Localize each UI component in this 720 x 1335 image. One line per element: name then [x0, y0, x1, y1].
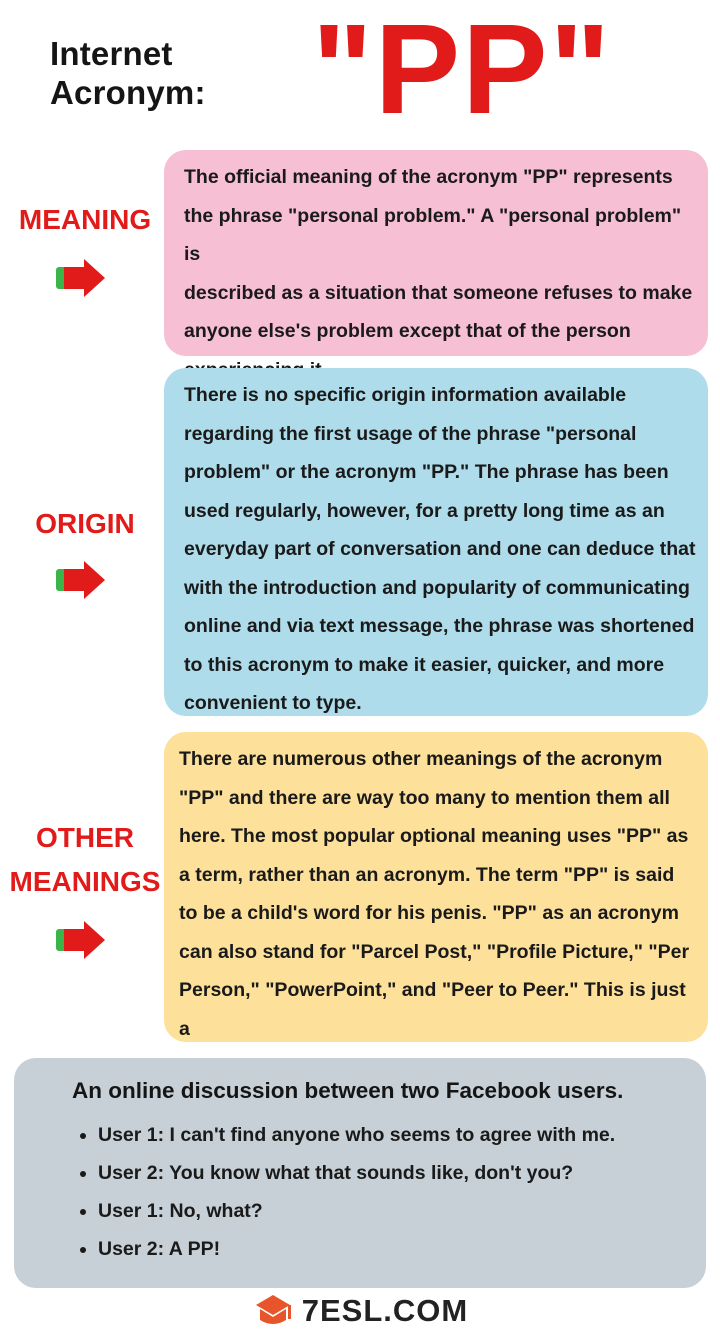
list-item: • User 2: You know what that sounds like, don't you?	[98, 1154, 686, 1192]
other-meanings-card	[164, 732, 708, 1042]
footer-brand	[252, 1292, 468, 1330]
section-origin	[0, 368, 720, 716]
arrow-right-icon	[54, 560, 106, 600]
text-line: Person," "PowerPoint," and "Peer to Peer." This is just a	[179, 979, 686, 1040]
example-list	[74, 1116, 686, 1268]
text-line: everyday part of conversation and one can deduce that	[184, 538, 696, 560]
text-line: There is no specific origin information available	[184, 384, 627, 406]
section-label-other-meanings	[0, 816, 170, 904]
text-line: problem" or the acronym "PP." The phrase has been	[184, 461, 669, 483]
7esl-logo-icon	[252, 1292, 294, 1330]
text-line: to be a child's word for his penis. "PP" as an acronym	[179, 902, 679, 924]
text-line: to this acronym to make it easier, quicker, and more	[184, 653, 665, 676]
label-line: OTHER	[36, 822, 134, 853]
footer-brand-text: 7ESL.COM	[301, 1293, 469, 1328]
title-line-2: Acronym:	[50, 74, 206, 111]
header	[0, 0, 720, 150]
label-line: MEANING	[18, 204, 152, 235]
page-title	[50, 34, 206, 112]
text-line: The official meaning of the acronym "PP" represents	[184, 166, 673, 188]
example-title: An online discussion between two Facebook users.	[72, 1078, 624, 1103]
section-label-origin	[0, 502, 170, 546]
text-line: the phrase "personal problem." A "personal problem" is	[184, 204, 682, 265]
text-line: regarding the first usage of the phrase "personal	[184, 422, 637, 445]
list-item: • User 1: I can't find anyone who seems to agree with me.	[98, 1116, 686, 1154]
text-line: anyone else's problem except that of the person	[184, 320, 631, 342]
example-box	[14, 1058, 706, 1288]
text-line: online and via text message, the phrase was shortened	[184, 615, 695, 637]
text-line: can also stand for "Parcel Post," "Profile Picture," "Per	[179, 940, 690, 963]
section-meaning	[0, 150, 720, 356]
text-line: used regularly, however, for a pretty long time as an	[184, 499, 665, 522]
text-line: a term, rather than an acronym. The term "PP" is said	[179, 863, 675, 886]
label-line: ORIGIN	[35, 508, 135, 539]
arrow-right-icon	[54, 258, 106, 298]
footer	[0, 1290, 720, 1334]
origin-card	[164, 368, 708, 716]
arrow-right-icon	[54, 920, 106, 960]
text-line: There are numerous other meanings of the acronym	[179, 748, 663, 770]
text-line: described as a situation that someone refuses to make	[184, 281, 693, 304]
title-line-1: Internet	[50, 35, 173, 72]
list-item: • User 1: No, what?	[98, 1192, 686, 1230]
text-line: here. The most popular optional meaning uses "PP" as	[179, 825, 689, 847]
meaning-card	[164, 150, 708, 356]
text-line: with the introduction and popularity of communicating	[184, 576, 690, 599]
label-line: MEANINGS	[9, 866, 161, 897]
acronym-title: "PP"	[312, 0, 613, 141]
section-other-meanings	[0, 732, 720, 1042]
section-label-meaning	[0, 198, 170, 242]
list-item: • User 2: A PP!	[98, 1230, 686, 1268]
text-line: "PP" and there are way too many to mention them all	[179, 786, 670, 809]
text-line: convenient to type.	[184, 692, 362, 714]
